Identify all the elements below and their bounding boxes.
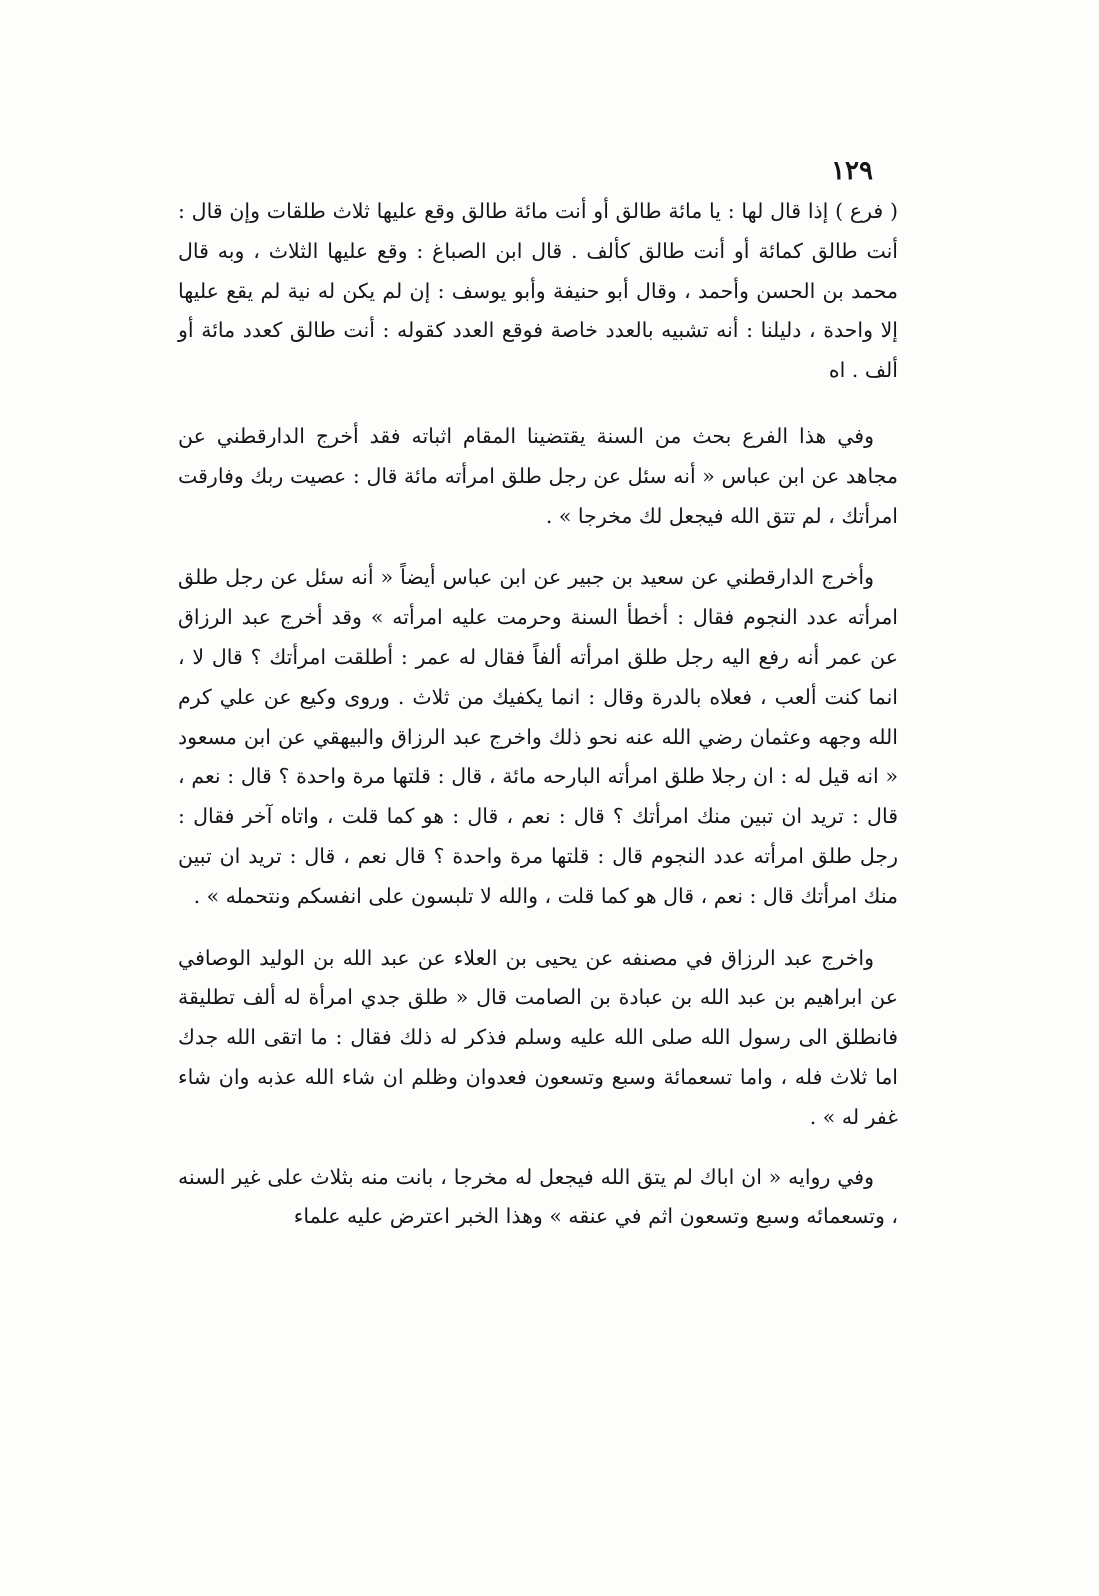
paragraph-riwaya: وفي روايه « ان اباك لم يتق الله فيجعل له مخرجا ، بانت منه بثلاث على غير السنه ، وتسعمائه وسبع وتسعون اثم في عنقه » وهذا الخبر اعترض عليه علماء: [178, 1164, 898, 1229]
paragraph-abdulrazzaq-musannaf: واخرج عبد الرزاق في مصنفه عن يحيى بن العلاء عن عبد الله بن الوليد الوصافي عن ابراهيم بن عبد الله بن عبادة بن الصامت قال « طلق جدي امرأة له ألف تطليقة فانطلق الى رسول الله صلى الله عليه وسلم فذكر له ذلك فقال : ما اتقى الله جدك اما ثلاث فله ، واما تسعمائة وسبع وتسعون فعدوان وظلم ان شاء الله عذبه وان شاء غفر له » .: [178, 945, 898, 1129]
paragraph-far3: ( فرع ) إذا قال لها : يا مائة طالق أو أنت مائة طالق وقع عليها ثلاث طلقات وإن قال : أنت طالق كمائة أو أنت طالق كألف . قال ابن الصباغ : وقع عليها الثلاث ، وبه قال محمد بن الحسن وأحمد ، وقال أبو حنيفة وأبو يوسف : إن لم يكن له نية لم يقع عليها إلا واحدة ، دليلنا : أنه تشبيه بالعدد خاصة فوقع العدد كقوله : أنت طالق كعدد مائة أو ألف . اه: [178, 199, 898, 383]
page-number: ١٢٩: [831, 156, 873, 186]
page-body: [178, 156, 898, 1237]
paragraph-daraqutni-mujahid: وفي هذا الفرع بحث من السنة يقتضينا المقام اثباته فقد أخرج الدارقطني عن مجاهد عن ابن عباس « أنه سئل عن رجل طلق امرأته مائة قال : عصيت ربك وفارقت امرأتك ، لم تتق الله فيجعل لك مخرجا » .: [178, 423, 898, 528]
paragraph-daraqutni-saeed: وأخرج الدارقطني عن سعيد بن جبير عن ابن عباس أيضاً « أنه سئل عن رجل طلق امرأته عدد النجوم فقال : أخطأ السنة وحرمت عليه امرأته » وقد أخرج عبد الرزاق عن عمر أنه رفع اليه رجل طلق امرأته ألفاً فقال له عمر : أطلقت امرأتك ؟ قال لا ، انما كنت ألعب ، فعلاه بالدرة وقال : انما يكفيك من ثلاث . وروى وكيع عن علي كرم الله وجهه وعثمان رضي الله عنه نحو ذلك واخرج عبد الرزاق والبيهقي عن ابن مسعود « انه قيل له : ان رجلا طلق امرأته البارحه مائة ، قال : قلتها مرة واحدة ؟ قال : نعم ، قال : تريد ان تبين منك امرأتك ؟ قال : نعم ، قال : هو كما قلت ، واتاه آخر فقال : رجل طلق امرأته عدد النجوم قال : قلتها مرة واحدة ؟ قال نعم ، قال : تريد ان تبين منك امرأتك قال : نعم ، قال هو كما قلت ، والله لا تلبسون على انفسكم ونتحمله » .: [178, 565, 898, 908]
